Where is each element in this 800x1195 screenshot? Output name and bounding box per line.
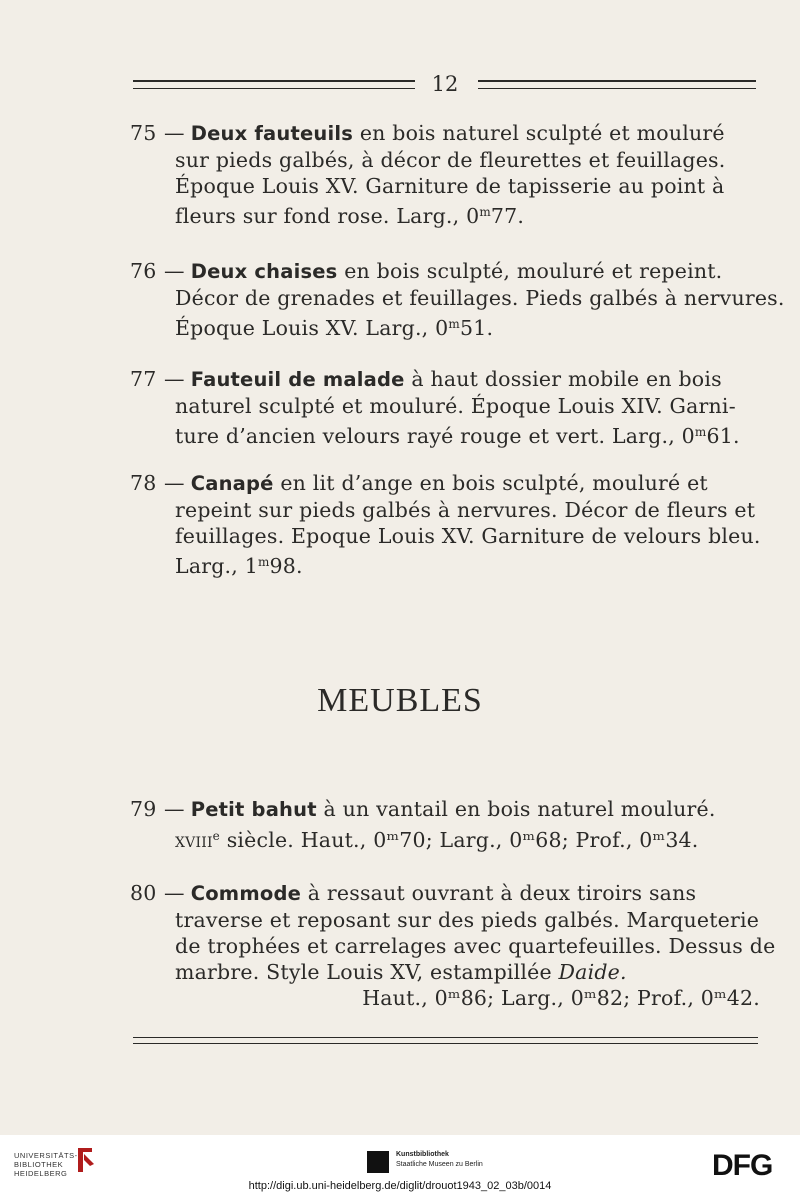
header-rule-left bbox=[133, 80, 415, 89]
entry-title: Deux fauteuils bbox=[190, 122, 354, 145]
catalog-entry-77 bbox=[130, 366, 760, 449]
entry-line: Décor de grenades et feuillages. Pieds galbés à nervures. bbox=[175, 286, 785, 310]
entry-first-line: 76 — Deux chaises en bois sculpté, mouluré et repeint. bbox=[130, 259, 723, 283]
entry-line: repeint sur pieds galbés à nervures. Décor de fleurs et bbox=[175, 498, 756, 522]
maker-name: Daide. bbox=[558, 960, 627, 984]
entry-measure: Larg., 1$^m$98. bbox=[175, 554, 303, 578]
entry-measures: Haut., 0ᵐ70; Larg., 0ᵐ68; Prof., 0ᵐ34. bbox=[300, 828, 699, 852]
entry-first-line: 77 — Fauteuil de malade à haut dossier mobile en bois bbox=[130, 367, 722, 391]
entry-title: Fauteuil de malade bbox=[190, 368, 405, 391]
entry-text: en lit d’ange en bois sculpté, mouluré et bbox=[280, 471, 708, 495]
entry-first-line: 79 — Petit bahut à un vantail en bois naturel mouluré. bbox=[130, 797, 716, 821]
footer-rule bbox=[133, 1037, 758, 1044]
entry-last-line bbox=[130, 823, 760, 853]
kunstbibliothek-logo-icon bbox=[367, 1151, 389, 1173]
entry-title: Petit bahut bbox=[190, 798, 317, 821]
entry-text: en bois sculpté, mouluré et repeint. bbox=[344, 259, 723, 283]
entry-number: 77 bbox=[130, 367, 157, 391]
entry-first-line: 80 — Commode à ressaut ouvrant à deux tiroirs sans bbox=[130, 881, 697, 905]
entry-line: Époque Louis XV. Garniture de tapisserie au point à bbox=[175, 174, 725, 198]
entry-number: 79 bbox=[130, 797, 157, 821]
entry-last-line bbox=[130, 311, 760, 341]
page-number: 12 bbox=[431, 72, 459, 96]
catalog-entry-80 bbox=[130, 880, 776, 1011]
source-url[interactable]: http://digi.ub.uni-heidelberg.de/diglit/drouot1943_02_03b/0014 bbox=[248, 1180, 552, 1192]
catalog-entry-75 bbox=[130, 120, 760, 229]
catalog-entry-79 bbox=[130, 796, 760, 853]
heidelberg-logo-icon bbox=[74, 1146, 96, 1176]
entry-title: Canapé bbox=[190, 472, 274, 495]
entry-line: feuillages. Epoque Louis XV. Garniture de velours bleu. bbox=[175, 524, 761, 548]
entry-century: xviii$^e$ siècle. bbox=[175, 828, 294, 852]
entry-line: de trophées et carrelages avec quartefeuilles. Dessus de bbox=[175, 934, 776, 958]
entry-text: ture d’ancien velours rayé rouge et vert. bbox=[175, 424, 606, 448]
library-name-left: UNIVERSITÄTS- BIBLIOTHEK HEIDELBERG bbox=[14, 1151, 78, 1178]
entry-last-line bbox=[130, 549, 760, 579]
entry-title: Commode bbox=[190, 882, 302, 905]
entry-text: Époque Louis XV. bbox=[175, 316, 359, 340]
entry-text: à ressaut ouvrant à deux tiroirs sans bbox=[307, 881, 697, 905]
entry-last-line bbox=[130, 199, 760, 229]
entry-title: Deux chaises bbox=[190, 260, 338, 283]
entry-line: sur pieds galbés, à décor de fleurettes et feuillages. bbox=[175, 148, 726, 172]
entry-measure: Larg., 0$^m$61. bbox=[611, 424, 740, 448]
dfg-logo: DFG bbox=[712, 1149, 773, 1182]
entry-text: en bois naturel sculpté et mouluré bbox=[359, 121, 725, 145]
entry-text: à un vantail en bois naturel mouluré. bbox=[323, 797, 716, 821]
entry-last-line bbox=[130, 419, 760, 449]
library-name-center: Kunstbibliothek Staatliche Museen zu Berlin bbox=[396, 1151, 483, 1168]
catalog-entry-78 bbox=[130, 470, 760, 579]
entry-number: 76 bbox=[130, 259, 157, 283]
entry-line: traverse et reposant sur des pieds galbés. Marqueterie bbox=[175, 908, 760, 932]
entry-text: à haut dossier mobile en bois bbox=[411, 367, 722, 391]
entry-number: 80 bbox=[130, 881, 157, 905]
entry-number: 75 bbox=[130, 121, 157, 145]
catalog-entry-76 bbox=[130, 258, 785, 341]
entry-measure: Larg., 0$^m$77. bbox=[396, 204, 525, 228]
entry-line: marbre. Style Louis XV, estampillée Daide. bbox=[175, 960, 627, 984]
section-heading: MEUBLES bbox=[317, 682, 483, 719]
entry-number: 78 bbox=[130, 471, 157, 495]
entry-measure: Larg., 0$^m$51. bbox=[365, 316, 494, 340]
entry-measures: Haut., 0ᵐ86; Larg., 0ᵐ82; Prof., 0ᵐ42. bbox=[362, 986, 760, 1010]
entry-first-line: 75 — Deux fauteuils en bois naturel sculpté et mouluré bbox=[130, 121, 725, 145]
entry-line: naturel sculpté et mouluré. Époque Louis XIV. Garni- bbox=[175, 394, 736, 418]
entry-text: fleurs sur fond rose. bbox=[175, 204, 390, 228]
entry-first-line: 78 — Canapé en lit d’ange en bois sculpté, mouluré et bbox=[130, 471, 708, 495]
header-rule-right bbox=[478, 80, 756, 89]
